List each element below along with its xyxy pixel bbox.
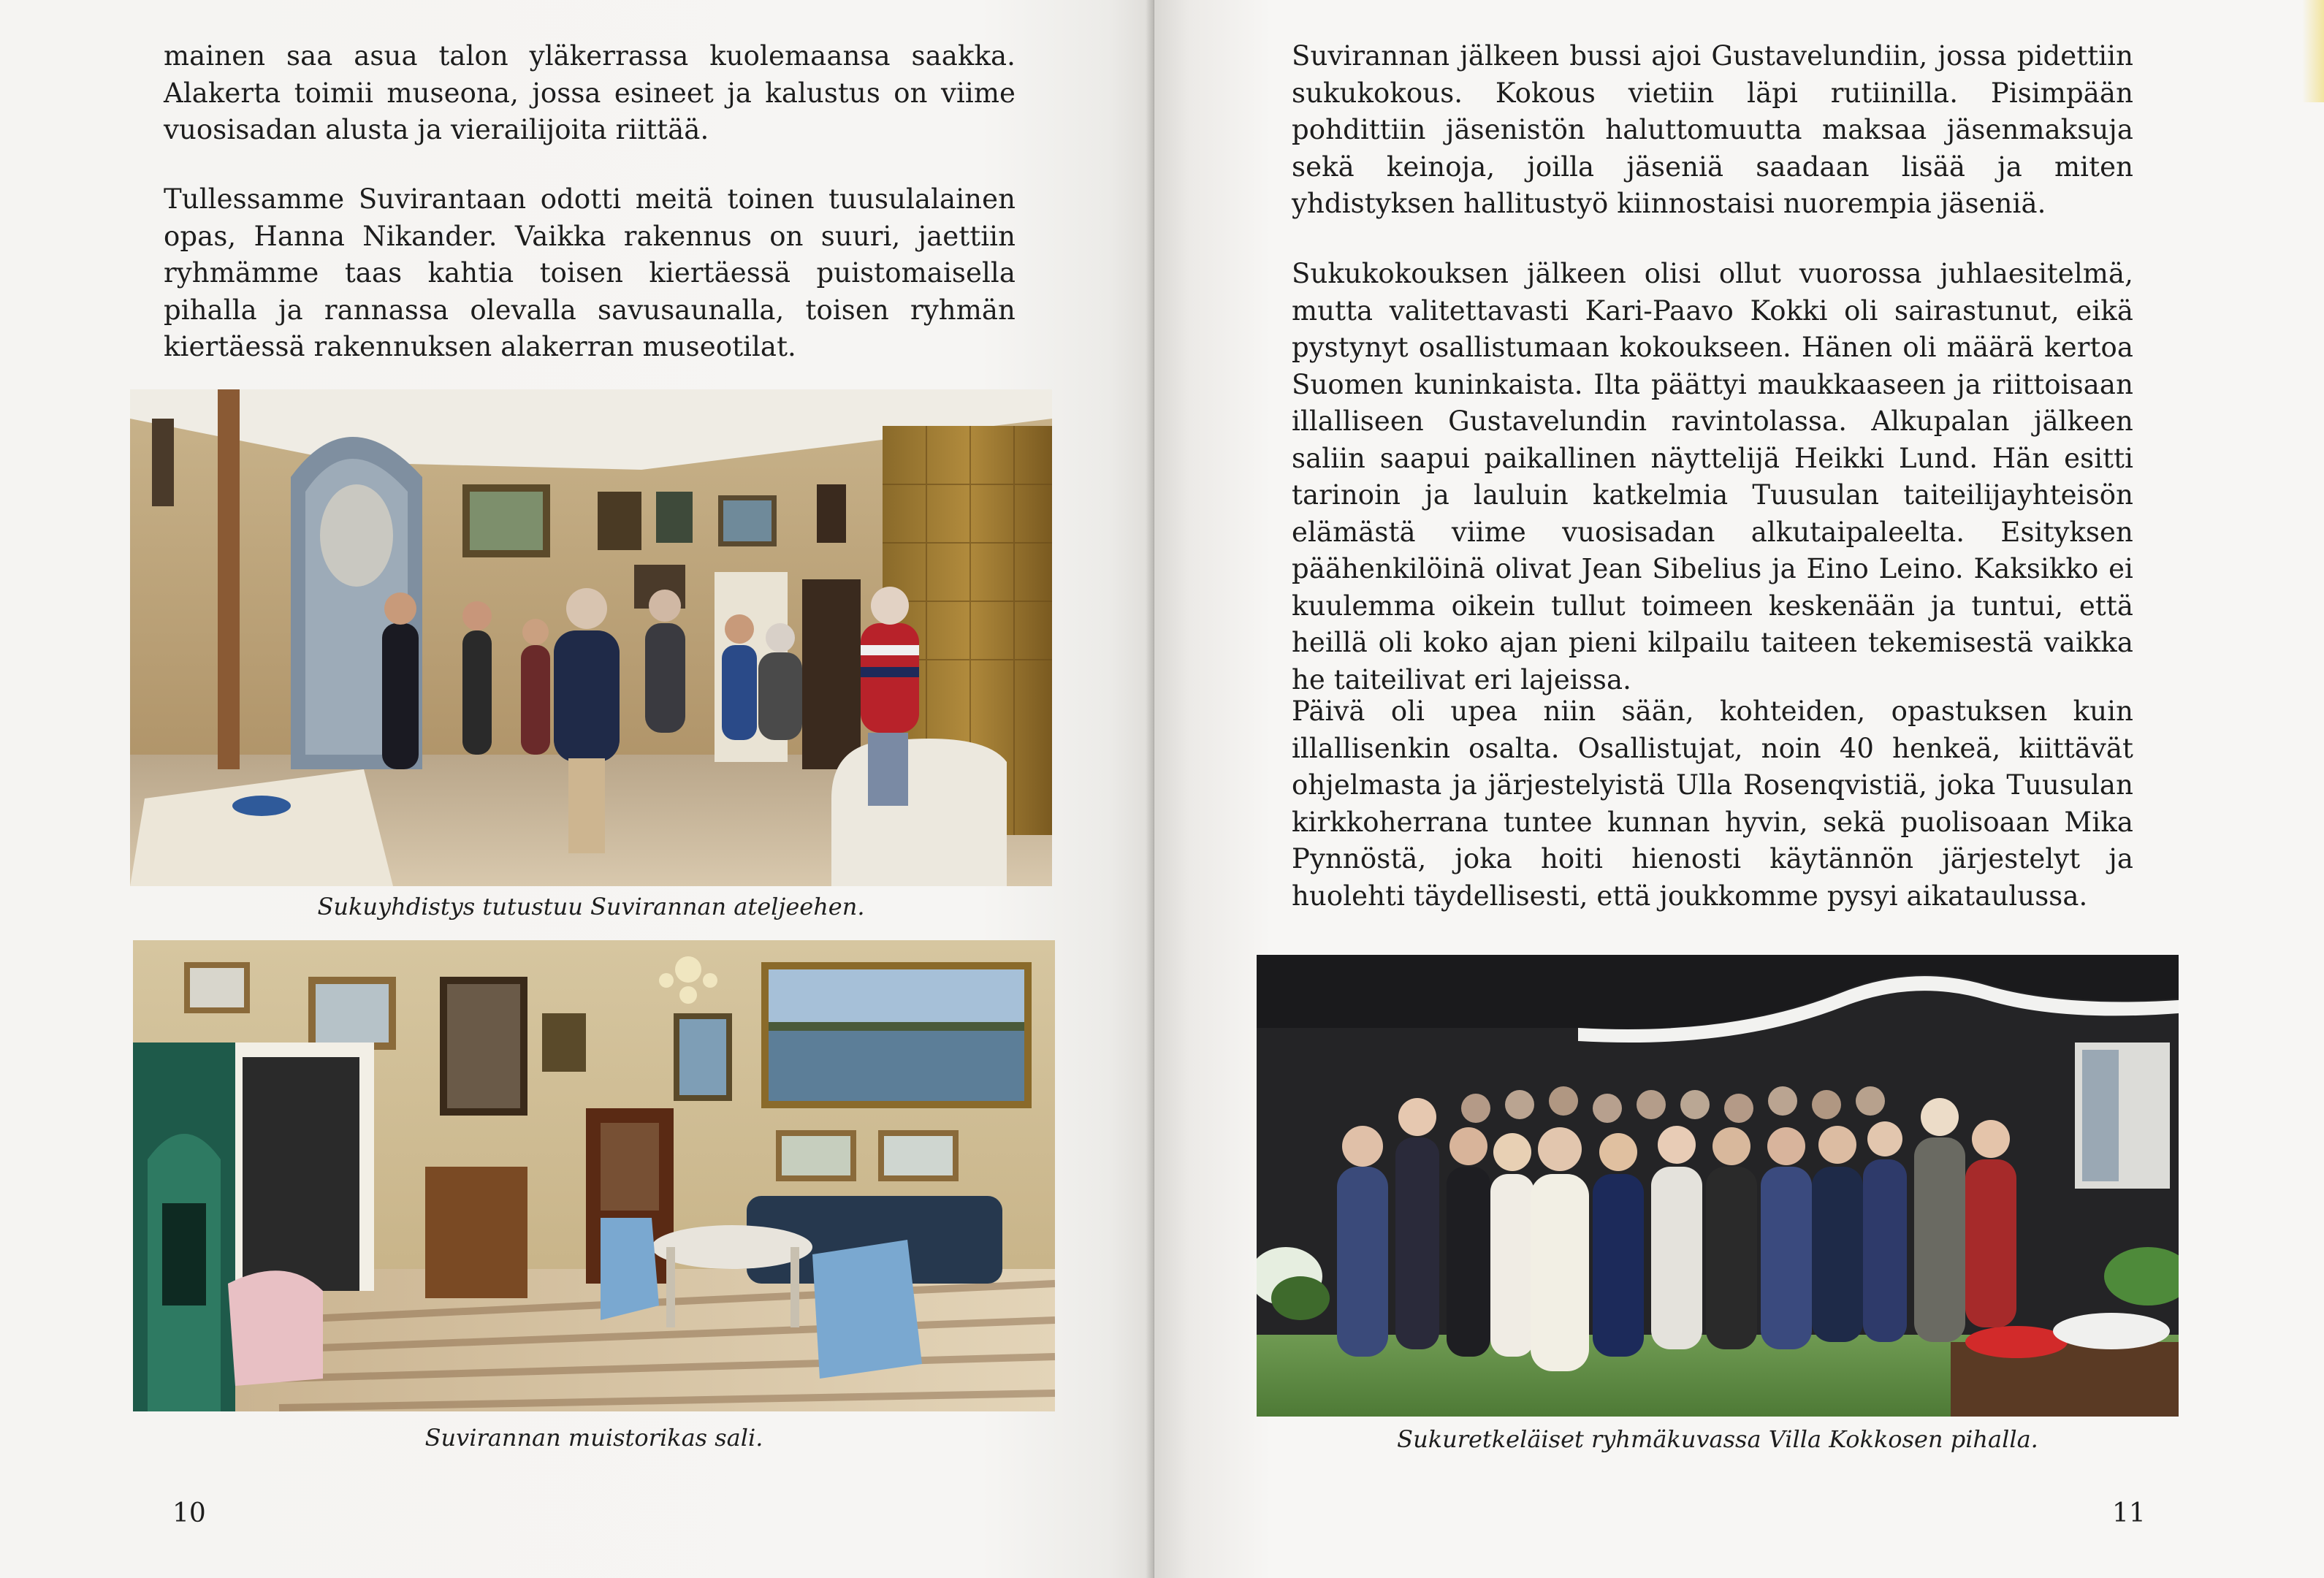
left-paragraph-1: mainen saa asua talon yläkerrassa kuolemaansa saakka. Alakerta toimii museona, jossa esineet ja kalustus on viime vuosisadan alusta ja vierailijoita riittää. (164, 40, 1016, 145)
right-page-number: 11 (2112, 1498, 2146, 1528)
left-page (0, 0, 1154, 1578)
group-photo (1257, 955, 2179, 1417)
page-edge-mark (2302, 0, 2324, 102)
drawing-room-photo (133, 940, 1055, 1411)
right-paragraph-3: Päivä oli upea niin sään, kohteiden, opastuksen kuin illallisenkin osalta. Osallistujat, noin 40 henkeä, kiittävät ohjelmasta ja järjestelyistä Ulla Rosenqvistiä, joka Tuusulan kirkkoherrana tuntee kunnan hyvin, sekä puolisoaan Mika Pynnöstä, joka hoiti hienosti käytännön järjestelyt ja huolehti täydellisesti, että joukkomme pysyi aikataulussa. (1292, 695, 2133, 912)
left-page-number: 10 (172, 1498, 206, 1528)
atelier-photo (130, 389, 1052, 886)
right-paragraph-2: Sukukokouksen jälkeen olisi ollut vuorossa juhlaesitelmä, mutta valitettavasti Kari-Paavo Kokki oli sairastunut, eikä pystynyt osallistumaan kokoukseen. Hänen oli määrä kertoa Suomen kuninkaista. Ilta päättyi maukkaaseen ja riittoisaan illalliseen Gustavelundin ravintolassa. Alkupalan jälkeen saliin saapui paikallinen näyttelijä Heikki Lund. Hän esitti tarinoin ja lauluin katkelmia Tuusulan taiteilijayhteisön elämästä viime vuosisadan alkutaipaleelta. Esityksen päähenkilöinä olivat Jean Sibelius ja Eino Leino. Kaksikko ei kuulemma oikein tullut toimeen keskenään ja tuntui, että heillä oli koko ajan pieni kilpailu taiteen tekemisestä vaikka he taiteilivat eri lajeissa. (1292, 258, 2133, 695)
group-photo-caption: Sukuretkeläiset ryhmäkuvassa Villa Kokkosen pihalla. (1397, 1425, 2038, 1453)
drawing-room-photo-caption: Suvirannan muistorikas sali. (424, 1424, 763, 1452)
left-paragraph-2: Tullessamme Suvirantaan odotti meitä toinen tuusulalainen opas, Hanna Nikander. Vaikka rakennus on suuri, jaettiin ryhmämme taas kahtia toisen kiertäessä puistomaisella pihalla ja rannassa olevalla savusaunalla, toisen ryhmän kiertäessä rakennuksen alakerran museotilat. (164, 183, 1016, 362)
atelier-photo-caption: Sukuyhdistys tutustuu Suvirannan ateljeehen. (317, 893, 865, 920)
right-page (1154, 0, 2324, 1578)
right-paragraph-1: Suvirannan jälkeen bussi ajoi Gustavelundiin, jossa pidettiin sukukokous. Kokous vietiin läpi rutiinilla. Pisimpään pohdittiin jäsenistön haluttomuutta maksaa jäsenmaksuja sekä keinoja, joilla jäseniä saadaan lisää ja miten yhdistyksen hallitustyö kiinnostaisi nuorempia jäseniä. (1292, 40, 2133, 219)
